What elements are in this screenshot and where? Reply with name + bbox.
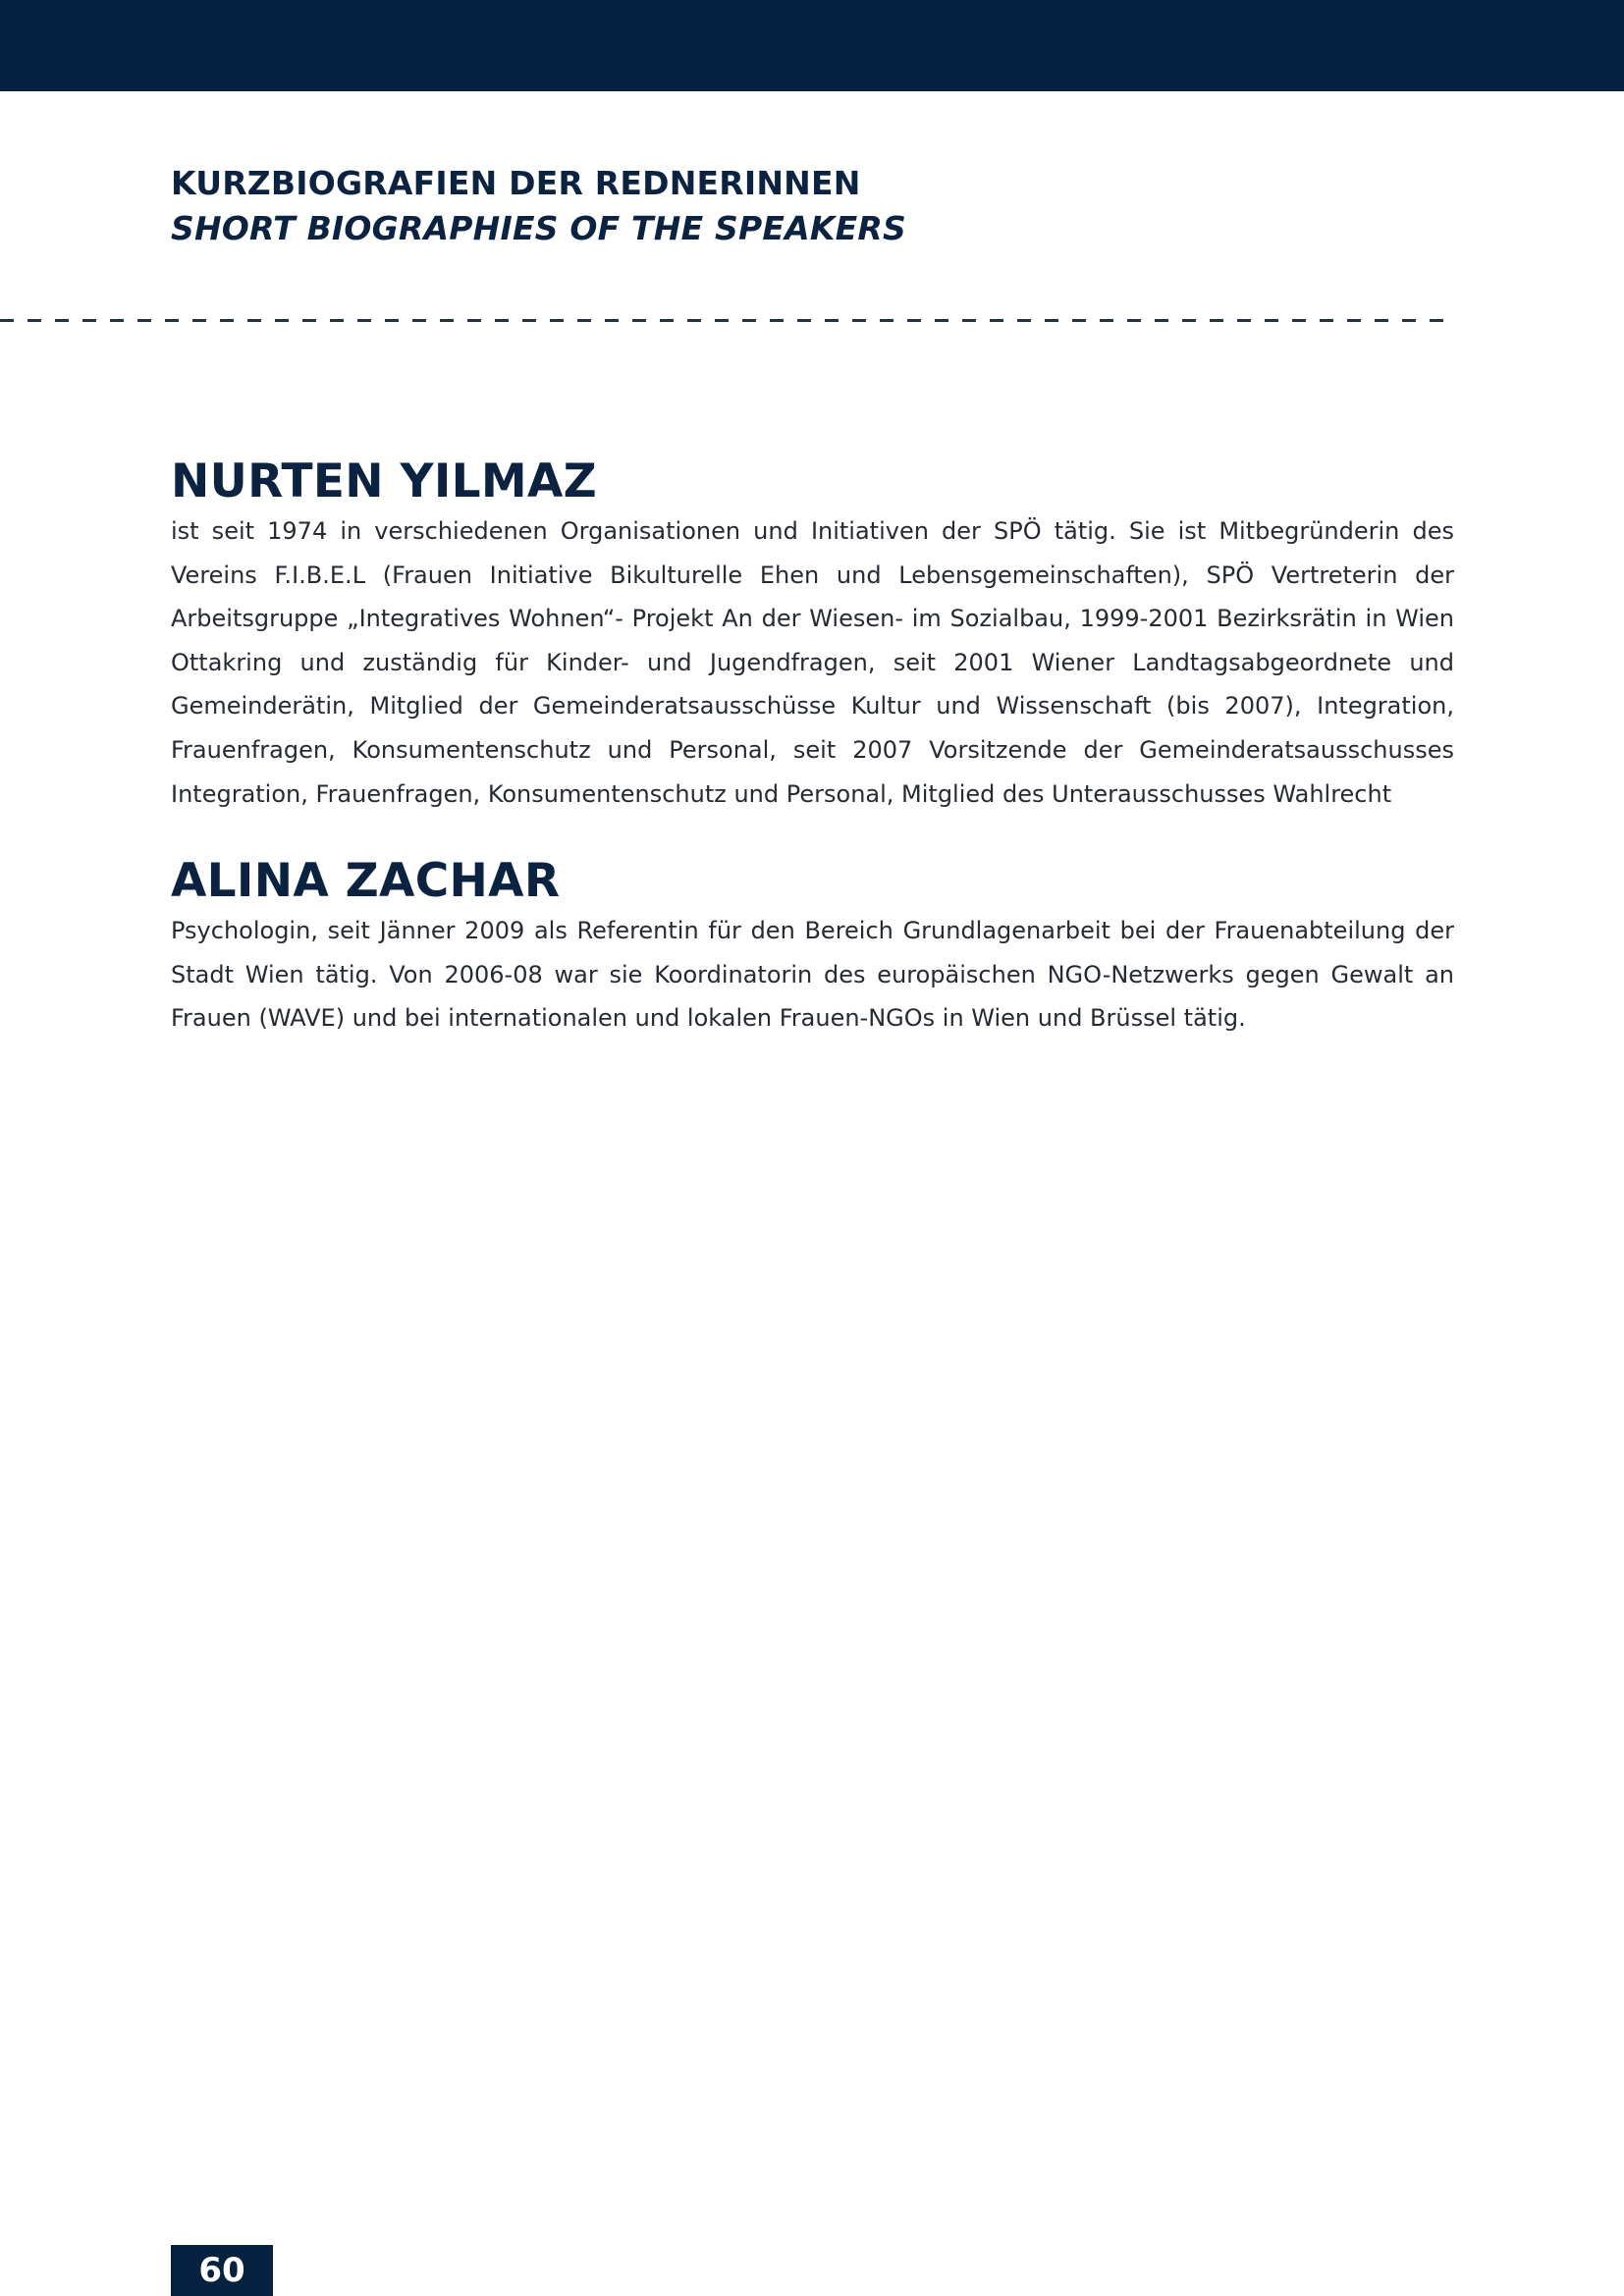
speaker-biography-text: ist seit 1974 in verschiedenen Organisationen und Initiativen der SPÖ tätig. Sie ist Mitbegründerin des Vereins F.I.B.E.L (Frauen Initiative Bikulturelle Ehen und Lebensgemeinschaften), SPÖ Vertreterin der Arbeitsgruppe „Integratives Wohnen“- Projekt An der Wiesen- im Sozialbau, 1999-2001 Bezirksrätin in Wien Ottakring und zuständig für Kinder- und Jugendfragen, seit 2001 Wiener Landtagsabgeordnete und Gemeinderätin, Mitglied der Gemeinderatsausschüsse Kultur und Wissenschaft (bis 2007), Integration, Frauenfragen, Konsumentenschutz und Personal, seit 2007 Vorsitzende der Gemeinderatsausschusses Integration, Frauenfragen, Konsumentenschutz und Personal, Mitglied des Unterausschusses Wahlrecht xyxy=(171,517,1454,808)
section-title-english: SHORT BIOGRAPHIES OF THE SPEAKERS xyxy=(171,209,906,247)
section-title-german: KURZBIOGRAFIEN DER REDNERINNEN xyxy=(171,164,861,202)
speaker-bio xyxy=(171,454,1454,816)
speaker-biography-text: Psychologin, seit Jänner 2009 als Referentin für den Bereich Grundlagenarbeit bei der Frauenabteilung der Stadt Wien tätig. Von 2006-08 war sie Koordinatorin des europäischen NGO-Netzwerks gegen Gewalt an Frauen (WAVE) und bei internationalen und lokalen Frauen-NGOs in Wien und Brüssel tätig. xyxy=(171,917,1454,1033)
page-number: 60 xyxy=(171,2245,273,2296)
section-heading xyxy=(171,161,1349,251)
speaker-bio xyxy=(171,854,1454,1041)
speaker-name: ALINA ZACHAR xyxy=(171,854,561,908)
dashed-divider xyxy=(0,319,1454,322)
speaker-name: NURTEN YILMAZ xyxy=(171,454,598,508)
top-banner xyxy=(0,0,1624,91)
